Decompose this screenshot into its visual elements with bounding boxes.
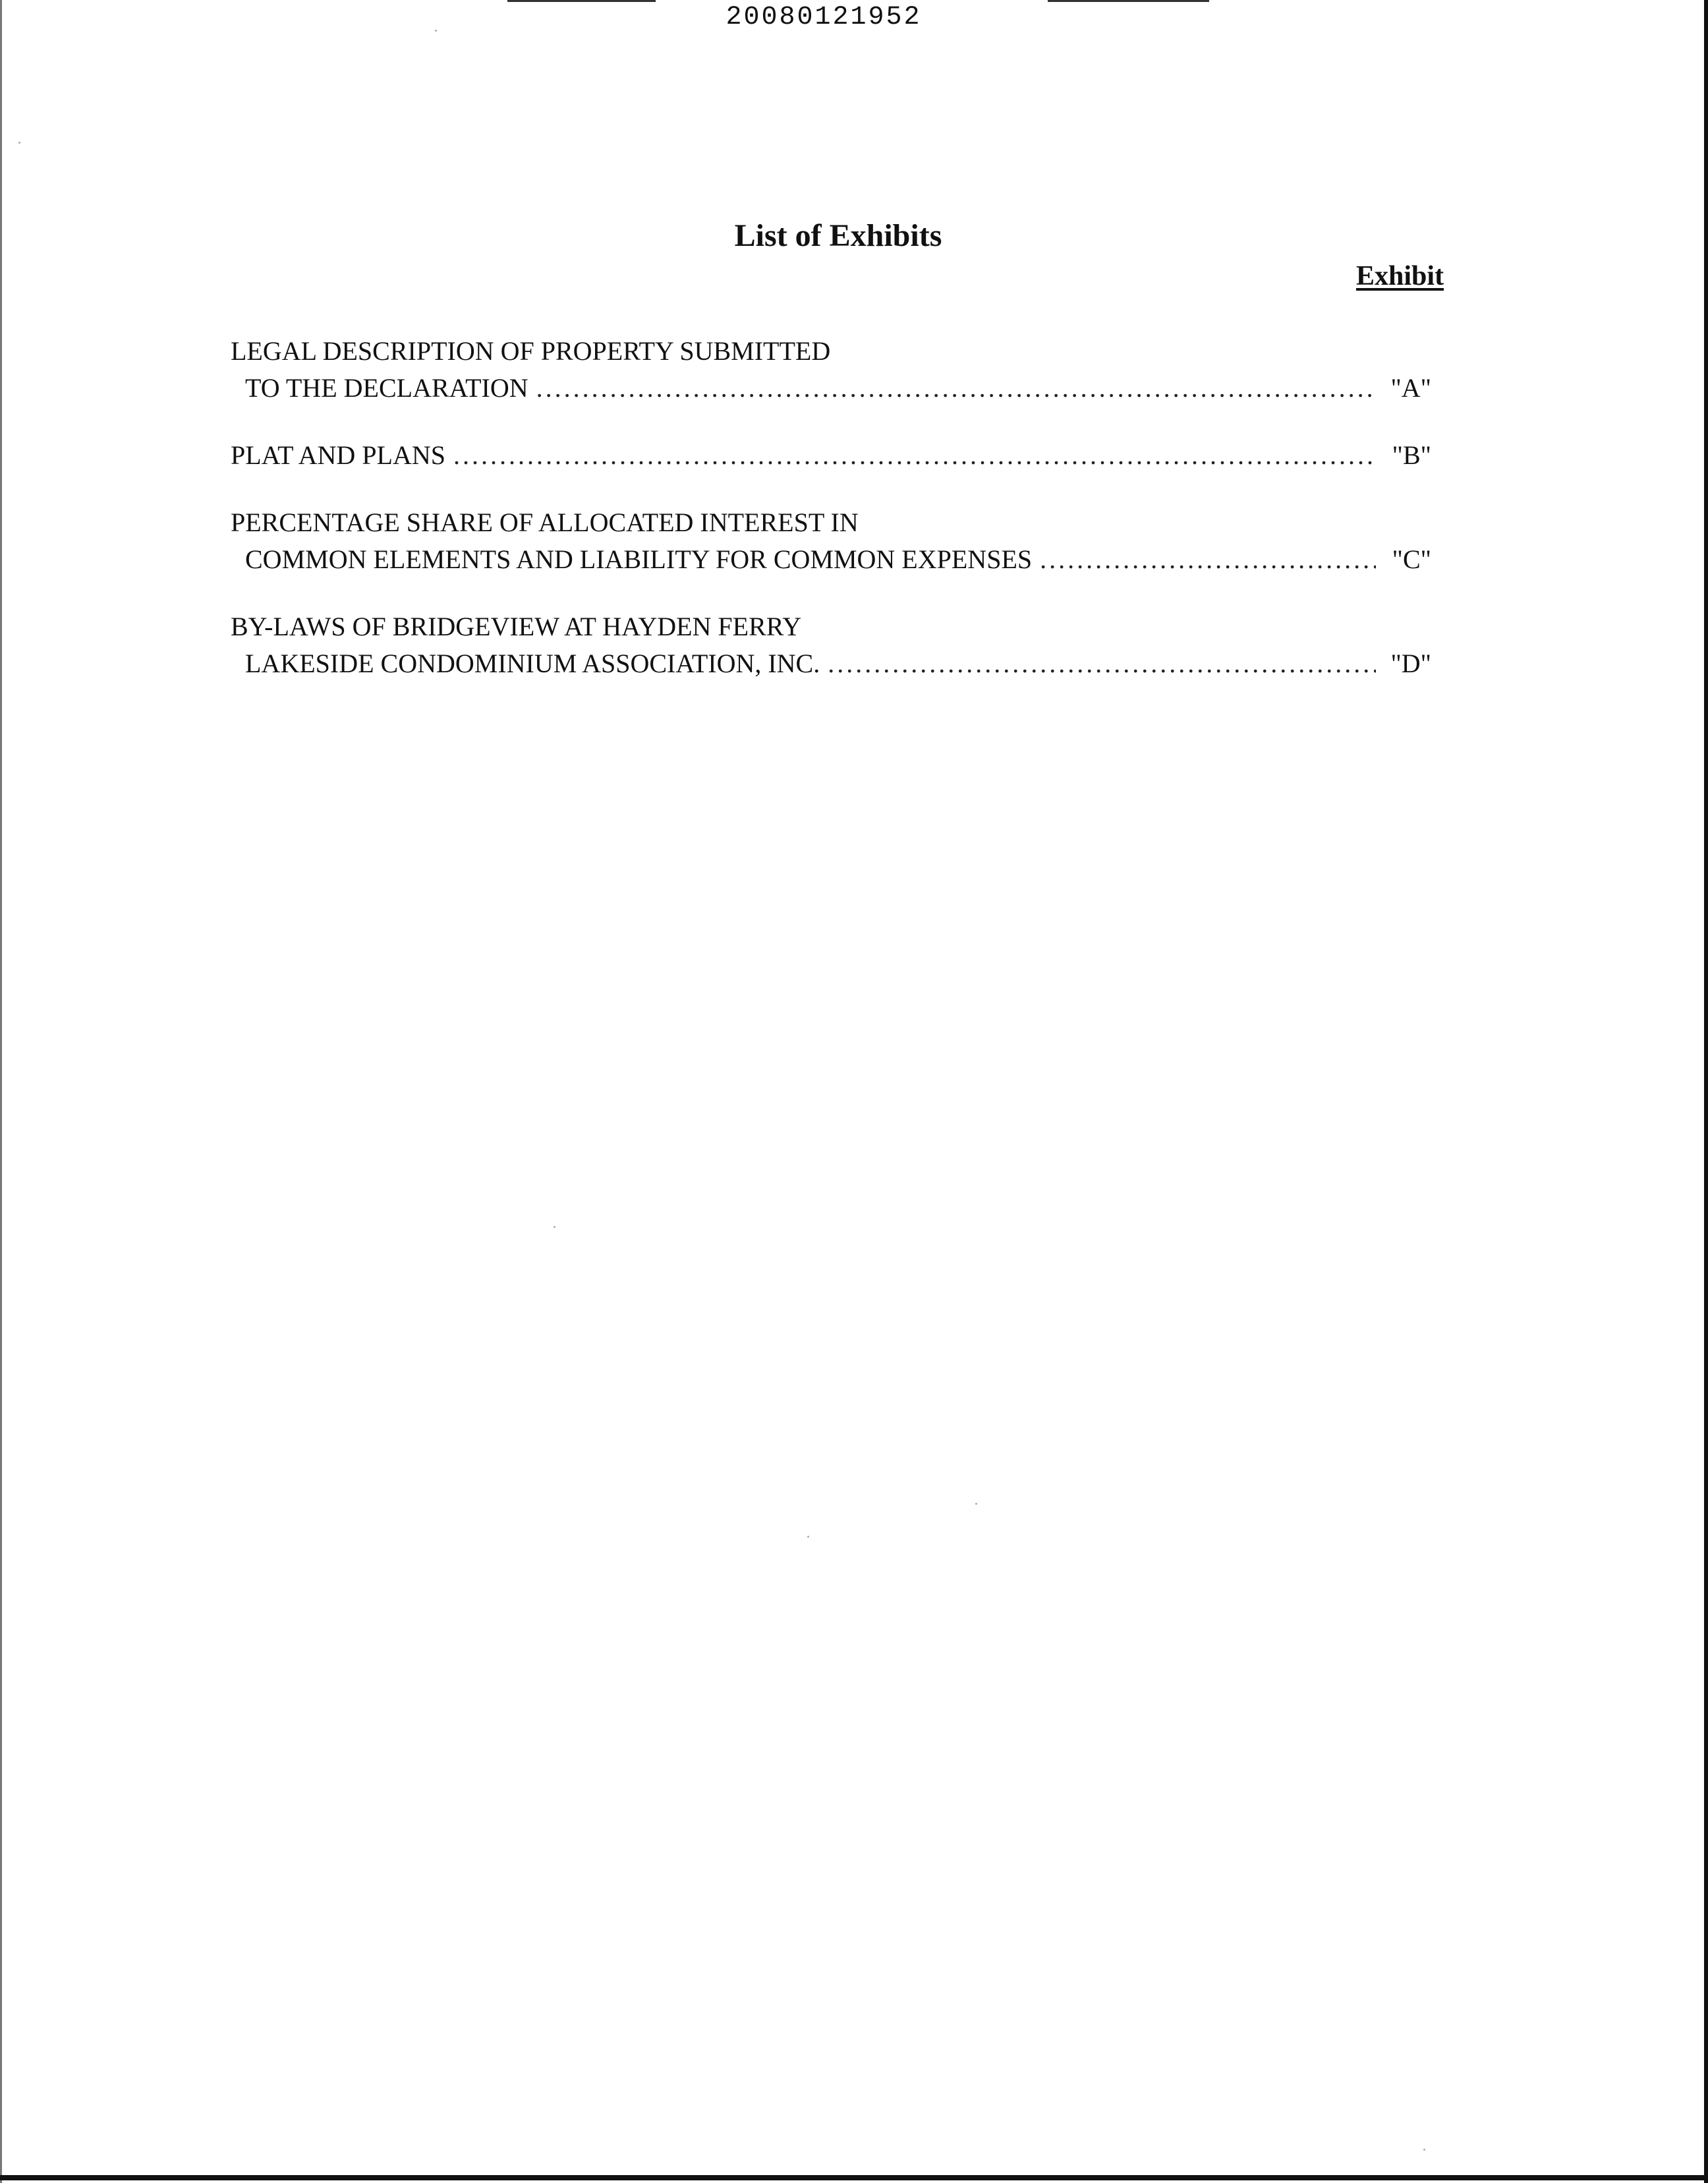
entry-title-line: PLAT AND PLANS bbox=[231, 440, 445, 470]
entry-leader-line bbox=[231, 437, 1431, 474]
entry-leader-line bbox=[231, 541, 1431, 578]
header-rule-left bbox=[507, 0, 656, 2]
scan-speck bbox=[554, 1226, 555, 1228]
scan-edge-bottom bbox=[0, 2175, 1708, 2180]
exhibit-list bbox=[231, 333, 1431, 713]
exhibit-letter: "C" bbox=[1392, 544, 1431, 574]
dot-leader bbox=[453, 437, 1376, 474]
header-rule-right bbox=[1048, 0, 1209, 2]
exhibit-letter: "D" bbox=[1390, 649, 1431, 678]
scan-edge-right bbox=[1704, 0, 1708, 2183]
entry-title-continuation: LAKESIDE CONDOMINIUM ASSOCIATION, INC. bbox=[245, 649, 820, 678]
entry-title-line: BY-LAWS OF BRIDGEVIEW AT HAYDEN FERRY bbox=[231, 612, 802, 641]
exhibit-column-header: Exhibit bbox=[1356, 261, 1444, 291]
dot-leader bbox=[1040, 541, 1376, 578]
entry-leader-line bbox=[231, 370, 1431, 407]
entry-title-continuation: COMMON ELEMENTS AND LIABILITY FOR COMMON EXPENSES bbox=[245, 544, 1033, 574]
entry-title-line: PERCENTAGE SHARE OF ALLOCATED INTEREST IN bbox=[231, 508, 859, 537]
entry-leader-line bbox=[231, 645, 1431, 682]
scan-speck bbox=[435, 30, 437, 32]
document-number: 20080121952 bbox=[726, 3, 922, 32]
exhibit-entry-a bbox=[231, 333, 1431, 407]
scan-speck bbox=[807, 1536, 809, 1538]
entry-title-continuation: TO THE DECLARATION bbox=[245, 373, 528, 403]
exhibit-letter: "B" bbox=[1392, 440, 1431, 470]
exhibit-letter: "A" bbox=[1390, 373, 1431, 403]
scan-edge-left bbox=[0, 0, 2, 2183]
exhibit-entry-d bbox=[231, 608, 1431, 682]
page-title: List of Exhibits bbox=[734, 218, 942, 253]
entry-title-line: LEGAL DESCRIPTION OF PROPERTY SUBMITTED bbox=[231, 336, 831, 366]
dot-leader bbox=[536, 370, 1376, 407]
dot-leader bbox=[828, 645, 1376, 682]
scan-speck bbox=[1423, 2149, 1425, 2151]
scan-speck bbox=[18, 142, 20, 144]
exhibit-entry-c bbox=[231, 504, 1431, 578]
scan-speck bbox=[975, 1503, 977, 1505]
exhibit-entry-b bbox=[231, 437, 1431, 474]
